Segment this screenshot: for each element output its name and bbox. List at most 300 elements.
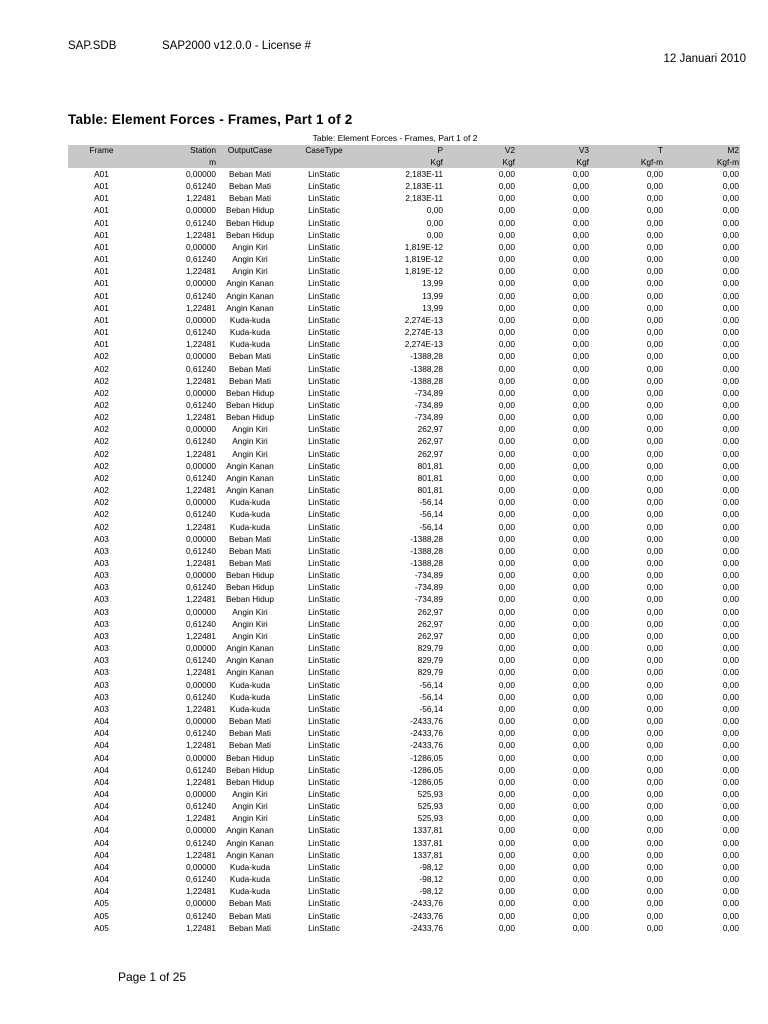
cell-station: 0,00000	[186, 424, 216, 435]
cell-frame: A04	[94, 886, 109, 897]
cell-t: 0,00	[646, 241, 663, 252]
cell-m2: 0,00	[722, 825, 739, 836]
cell-frame: A05	[94, 898, 109, 909]
cell-case-type: LinStatic	[308, 181, 340, 192]
table-row	[68, 387, 740, 399]
cell-frame: A01	[94, 205, 109, 216]
cell-station: 0,00000	[186, 460, 216, 471]
cell-case-type: LinStatic	[308, 558, 340, 568]
cell-m2: 0,00	[722, 618, 739, 629]
cell-case-type: LinStatic	[308, 351, 340, 362]
cell-station: 1,22481	[186, 339, 216, 350]
cell-v3: 0,00	[572, 788, 589, 799]
cell-m2: 0,00	[722, 861, 739, 872]
cell-station: 1,22481	[186, 703, 216, 714]
cell-v3: 0,00	[572, 728, 589, 739]
cell-v3: 0,00	[572, 229, 589, 240]
cell-station: 0,61240	[186, 874, 216, 885]
cell-p: -1388,28	[410, 558, 443, 568]
cell-p: -56,14	[419, 509, 443, 520]
cell-v3: 0,00	[572, 472, 589, 483]
cell-t: 0,00	[646, 703, 663, 714]
cell-v2: 0,00	[498, 327, 515, 338]
cell-output-case: Angin Kiri	[232, 618, 268, 629]
cell-m2: 0,00	[722, 254, 739, 265]
cell-output-case: Angin Kiri	[232, 241, 268, 252]
cell-p: -2433,76	[410, 716, 443, 727]
cell-v3: 0,00	[572, 716, 589, 727]
table-row	[68, 752, 740, 764]
cell-v3: 0,00	[572, 679, 589, 690]
cell-p: 262,97	[417, 618, 443, 629]
cell-p: -734,89	[414, 412, 443, 423]
cell-v2: 0,00	[498, 558, 515, 568]
cell-station: 1,22481	[186, 375, 216, 386]
cell-case-type: LinStatic	[308, 606, 340, 617]
cell-output-case: Beban Mati	[229, 363, 271, 374]
cell-t: 0,00	[646, 351, 663, 362]
cell-v2: 0,00	[498, 387, 515, 398]
cell-t: 0,00	[646, 570, 663, 581]
table-row	[68, 837, 740, 849]
cell-output-case: Angin Kanan	[226, 290, 274, 301]
cell-v2: 0,00	[498, 193, 515, 204]
table-row	[68, 557, 740, 569]
cell-output-case: Beban Hidup	[226, 582, 274, 593]
cell-station: 0,61240	[186, 217, 216, 228]
cell-p: 262,97	[417, 424, 443, 435]
cell-v3: 0,00	[572, 266, 589, 277]
table-row	[68, 363, 740, 375]
cell-p: 262,97	[417, 630, 443, 641]
cell-output-case: Angin Kanan	[226, 460, 274, 471]
cell-v2: 0,00	[498, 667, 515, 678]
cell-station: 0,61240	[186, 801, 216, 812]
cell-v3: 0,00	[572, 570, 589, 581]
cell-frame: A03	[94, 691, 109, 702]
cell-p: 801,81	[417, 485, 443, 496]
cell-p: 262,97	[417, 606, 443, 617]
cell-m2: 0,00	[722, 509, 739, 520]
cell-v3: 0,00	[572, 558, 589, 568]
table-row	[68, 800, 740, 812]
cell-station: 0,61240	[186, 399, 216, 410]
cell-t: 0,00	[646, 825, 663, 836]
table-row	[68, 399, 740, 411]
cell-case-type: LinStatic	[308, 922, 340, 933]
cell-output-case: Kuda-kuda	[229, 509, 271, 520]
cell-v2: 0,00	[498, 314, 515, 325]
cell-p: 525,93	[417, 813, 443, 824]
cell-v3: 0,00	[572, 375, 589, 386]
cell-station: 0,00000	[186, 606, 216, 617]
cell-frame: A04	[94, 813, 109, 824]
cell-frame: A04	[94, 849, 109, 860]
cell-v2: 0,00	[498, 606, 515, 617]
table-row	[68, 727, 740, 739]
cell-case-type: LinStatic	[308, 327, 340, 338]
cell-station: 0,61240	[186, 363, 216, 374]
table-row	[68, 533, 740, 545]
cell-station: 0,00000	[186, 788, 216, 799]
cell-case-type: LinStatic	[308, 545, 340, 556]
cell-v2: 0,00	[498, 485, 515, 496]
cell-case-type: LinStatic	[308, 728, 340, 739]
cell-p: 2,183E-11	[405, 193, 443, 204]
cell-v2: 0,00	[498, 837, 515, 848]
cell-case-type: LinStatic	[308, 618, 340, 629]
cell-case-type: LinStatic	[308, 691, 340, 702]
table-row	[68, 302, 740, 314]
cell-v3: 0,00	[572, 339, 589, 350]
cell-v2: 0,00	[498, 181, 515, 192]
cell-output-case: Angin Kiri	[232, 266, 268, 277]
table-row	[68, 666, 740, 678]
unit-m2: Kgf-m	[664, 157, 740, 169]
cell-station: 0,61240	[186, 691, 216, 702]
cell-case-type: LinStatic	[308, 339, 340, 350]
cell-station: 1,22481	[186, 485, 216, 496]
cell-frame: A02	[94, 472, 109, 483]
cell-m2: 0,00	[722, 205, 739, 216]
cell-output-case: Beban Mati	[229, 351, 271, 362]
cell-m2: 0,00	[722, 679, 739, 690]
cell-output-case: Beban Mati	[229, 558, 271, 568]
cell-v3: 0,00	[572, 436, 589, 447]
cell-frame: A04	[94, 874, 109, 885]
cell-m2: 0,00	[722, 570, 739, 581]
cell-m2: 0,00	[722, 874, 739, 885]
cell-p: 829,79	[417, 667, 443, 678]
table-row	[68, 290, 740, 302]
cell-output-case: Beban Mati	[229, 898, 271, 909]
cell-frame: A01	[94, 266, 109, 277]
cell-case-type: LinStatic	[308, 278, 340, 289]
cell-p: 1,819E-12	[404, 254, 443, 265]
cell-v3: 0,00	[572, 703, 589, 714]
table-row	[68, 241, 740, 253]
cell-station: 0,61240	[186, 254, 216, 265]
table-row	[68, 922, 740, 934]
col-case-type: CaseType	[283, 145, 365, 157]
cell-output-case: Beban Mati	[229, 922, 271, 933]
table-row	[68, 180, 740, 192]
table-row	[68, 229, 740, 241]
cell-station: 1,22481	[186, 521, 216, 532]
cell-output-case: Beban Mati	[229, 545, 271, 556]
cell-v3: 0,00	[572, 412, 589, 423]
cell-t: 0,00	[646, 533, 663, 544]
cell-station: 0,00000	[186, 169, 216, 179]
cell-case-type: LinStatic	[308, 412, 340, 423]
cell-output-case: Beban Mati	[229, 533, 271, 544]
cell-v3: 0,00	[572, 667, 589, 678]
cell-p: -2433,76	[410, 898, 443, 909]
cell-station: 1,22481	[186, 302, 216, 313]
cell-output-case: Beban Hidup	[226, 229, 274, 240]
cell-t: 0,00	[646, 266, 663, 277]
col-p: P	[365, 145, 444, 157]
cell-station: 1,22481	[186, 849, 216, 860]
cell-p: -734,89	[414, 594, 443, 605]
cell-t: 0,00	[646, 205, 663, 216]
cell-station: 1,22481	[186, 412, 216, 423]
cell-v3: 0,00	[572, 521, 589, 532]
cell-output-case: Beban Hidup	[226, 764, 274, 775]
cell-v2: 0,00	[498, 643, 515, 654]
cell-station: 0,61240	[186, 618, 216, 629]
cell-m2: 0,00	[722, 886, 739, 897]
cell-output-case: Angin Kiri	[232, 424, 268, 435]
cell-station: 1,22481	[186, 558, 216, 568]
cell-m2: 0,00	[722, 314, 739, 325]
cell-output-case: Angin Kiri	[232, 606, 268, 617]
cell-frame: A03	[94, 558, 109, 568]
file-name: SAP.SDB	[68, 40, 117, 52]
cell-case-type: LinStatic	[308, 375, 340, 386]
cell-t: 0,00	[646, 813, 663, 824]
cell-frame: A04	[94, 788, 109, 799]
cell-case-type: LinStatic	[308, 460, 340, 471]
cell-v2: 0,00	[498, 764, 515, 775]
cell-case-type: LinStatic	[308, 910, 340, 921]
unit-v2: Kgf	[444, 157, 516, 169]
cell-output-case: Beban Mati	[229, 181, 271, 192]
cell-p: -56,14	[419, 521, 443, 532]
cell-m2: 0,00	[722, 837, 739, 848]
cell-output-case: Angin Kanan	[226, 485, 274, 496]
cell-t: 0,00	[646, 922, 663, 933]
cell-p: 262,97	[417, 436, 443, 447]
cell-station: 0,61240	[186, 655, 216, 666]
table-row	[68, 606, 740, 618]
unit-v3: Kgf	[516, 157, 590, 169]
cell-case-type: LinStatic	[308, 266, 340, 277]
cell-output-case: Angin Kanan	[226, 302, 274, 313]
cell-t: 0,00	[646, 169, 663, 179]
cell-v2: 0,00	[498, 582, 515, 593]
table-row	[68, 764, 740, 776]
cell-m2: 0,00	[722, 533, 739, 544]
cell-p: -98,12	[419, 861, 443, 872]
table-row	[68, 910, 740, 922]
cell-output-case: Beban Hidup	[226, 387, 274, 398]
cell-station: 0,00000	[186, 278, 216, 289]
cell-case-type: LinStatic	[308, 509, 340, 520]
table-row	[68, 812, 740, 824]
cell-p: 2,274E-13	[404, 339, 443, 350]
table-row	[68, 545, 740, 557]
cell-frame: A02	[94, 375, 109, 386]
cell-v3: 0,00	[572, 740, 589, 751]
cell-frame: A01	[94, 314, 109, 325]
cell-v2: 0,00	[498, 460, 515, 471]
cell-frame: A02	[94, 436, 109, 447]
cell-v2: 0,00	[498, 618, 515, 629]
cell-v3: 0,00	[572, 582, 589, 593]
cell-v2: 0,00	[498, 254, 515, 265]
cell-m2: 0,00	[722, 788, 739, 799]
cell-t: 0,00	[646, 399, 663, 410]
cell-v3: 0,00	[572, 424, 589, 435]
cell-p: 0,00	[426, 217, 443, 228]
cell-t: 0,00	[646, 728, 663, 739]
cell-t: 0,00	[646, 874, 663, 885]
cell-frame: A03	[94, 618, 109, 629]
cell-t: 0,00	[646, 217, 663, 228]
cell-v2: 0,00	[498, 594, 515, 605]
cell-station: 0,00000	[186, 643, 216, 654]
cell-output-case: Kuda-kuda	[229, 314, 271, 325]
cell-case-type: LinStatic	[308, 533, 340, 544]
table-row	[68, 375, 740, 387]
table-row	[68, 435, 740, 447]
cell-station: 0,61240	[186, 764, 216, 775]
cell-p: 2,274E-13	[404, 314, 443, 325]
cell-p: -2433,76	[410, 910, 443, 921]
cell-v2: 0,00	[498, 788, 515, 799]
cell-t: 0,00	[646, 254, 663, 265]
cell-frame: A05	[94, 922, 109, 933]
table-row	[68, 873, 740, 885]
cell-v2: 0,00	[498, 509, 515, 520]
cell-v3: 0,00	[572, 241, 589, 252]
cell-p: -1286,05	[410, 764, 443, 775]
cell-v3: 0,00	[572, 314, 589, 325]
cell-frame: A03	[94, 570, 109, 581]
cell-output-case: Angin Kanan	[226, 667, 274, 678]
table-row	[68, 642, 740, 654]
cell-v2: 0,00	[498, 898, 515, 909]
unit-frame	[68, 157, 135, 169]
cell-m2: 0,00	[722, 813, 739, 824]
cell-t: 0,00	[646, 788, 663, 799]
cell-frame: A02	[94, 509, 109, 520]
cell-frame: A04	[94, 740, 109, 751]
table-row	[68, 897, 740, 909]
cell-p: 1337,81	[413, 837, 443, 848]
cell-frame: A04	[94, 728, 109, 739]
cell-m2: 0,00	[722, 339, 739, 350]
cell-station: 0,61240	[186, 290, 216, 301]
cell-t: 0,00	[646, 472, 663, 483]
cell-t: 0,00	[646, 302, 663, 313]
cell-case-type: LinStatic	[308, 788, 340, 799]
cell-m2: 0,00	[722, 278, 739, 289]
cell-output-case: Angin Kanan	[226, 278, 274, 289]
cell-case-type: LinStatic	[308, 874, 340, 885]
cell-frame: A03	[94, 643, 109, 654]
cell-m2: 0,00	[722, 667, 739, 678]
cell-output-case: Beban Hidup	[226, 594, 274, 605]
cell-p: -98,12	[419, 874, 443, 885]
cell-p: -56,14	[419, 703, 443, 714]
cell-v3: 0,00	[572, 861, 589, 872]
cell-m2: 0,00	[722, 472, 739, 483]
cell-station: 0,61240	[186, 509, 216, 520]
cell-v3: 0,00	[572, 922, 589, 933]
col-output-case: OutputCase	[217, 145, 283, 157]
table-row	[68, 679, 740, 691]
cell-m2: 0,00	[722, 436, 739, 447]
cell-p: 1,819E-12	[404, 266, 443, 277]
cell-v2: 0,00	[498, 241, 515, 252]
cell-frame: A01	[94, 193, 109, 204]
units-header-row	[68, 157, 740, 169]
cell-v3: 0,00	[572, 448, 589, 459]
cell-t: 0,00	[646, 181, 663, 192]
table-row	[68, 472, 740, 484]
cell-v3: 0,00	[572, 509, 589, 520]
cell-t: 0,00	[646, 509, 663, 520]
cell-station: 0,61240	[186, 728, 216, 739]
cell-frame: A04	[94, 825, 109, 836]
cell-station: 0,61240	[186, 910, 216, 921]
cell-frame: A01	[94, 290, 109, 301]
cell-m2: 0,00	[722, 594, 739, 605]
cell-m2: 0,00	[722, 460, 739, 471]
cell-v2: 0,00	[498, 655, 515, 666]
cell-m2: 0,00	[722, 497, 739, 508]
cell-p: -734,89	[414, 582, 443, 593]
cell-m2: 0,00	[722, 776, 739, 787]
table-row	[68, 338, 740, 350]
cell-station: 1,22481	[186, 813, 216, 824]
cell-case-type: LinStatic	[308, 169, 340, 179]
table-row	[68, 618, 740, 630]
cell-t: 0,00	[646, 314, 663, 325]
cell-m2: 0,00	[722, 752, 739, 763]
cell-case-type: LinStatic	[308, 570, 340, 581]
cell-m2: 0,00	[722, 630, 739, 641]
cell-case-type: LinStatic	[308, 801, 340, 812]
cell-t: 0,00	[646, 849, 663, 860]
cell-station: 0,00000	[186, 716, 216, 727]
cell-v2: 0,00	[498, 290, 515, 301]
cell-frame: A03	[94, 533, 109, 544]
cell-output-case: Beban Mati	[229, 728, 271, 739]
cell-case-type: LinStatic	[308, 716, 340, 727]
cell-case-type: LinStatic	[308, 679, 340, 690]
cell-v3: 0,00	[572, 825, 589, 836]
cell-output-case: Kuda-kuda	[229, 339, 271, 350]
cell-v3: 0,00	[572, 776, 589, 787]
cell-v2: 0,00	[498, 205, 515, 216]
cell-m2: 0,00	[722, 399, 739, 410]
table-row	[68, 581, 740, 593]
cell-m2: 0,00	[722, 728, 739, 739]
cell-case-type: LinStatic	[308, 849, 340, 860]
cell-case-type: LinStatic	[308, 667, 340, 678]
cell-t: 0,00	[646, 327, 663, 338]
cell-case-type: LinStatic	[308, 205, 340, 216]
cell-v2: 0,00	[498, 728, 515, 739]
table-row	[68, 484, 740, 496]
cell-t: 0,00	[646, 448, 663, 459]
cell-t: 0,00	[646, 290, 663, 301]
cell-m2: 0,00	[722, 849, 739, 860]
table-row	[68, 569, 740, 581]
cell-frame: A03	[94, 582, 109, 593]
cell-output-case: Beban Hidup	[226, 752, 274, 763]
col-v3: V3	[516, 145, 590, 157]
cell-v2: 0,00	[498, 217, 515, 228]
cell-station: 0,61240	[186, 181, 216, 192]
cell-v2: 0,00	[498, 521, 515, 532]
cell-frame: A02	[94, 412, 109, 423]
cell-v2: 0,00	[498, 436, 515, 447]
cell-case-type: LinStatic	[308, 594, 340, 605]
